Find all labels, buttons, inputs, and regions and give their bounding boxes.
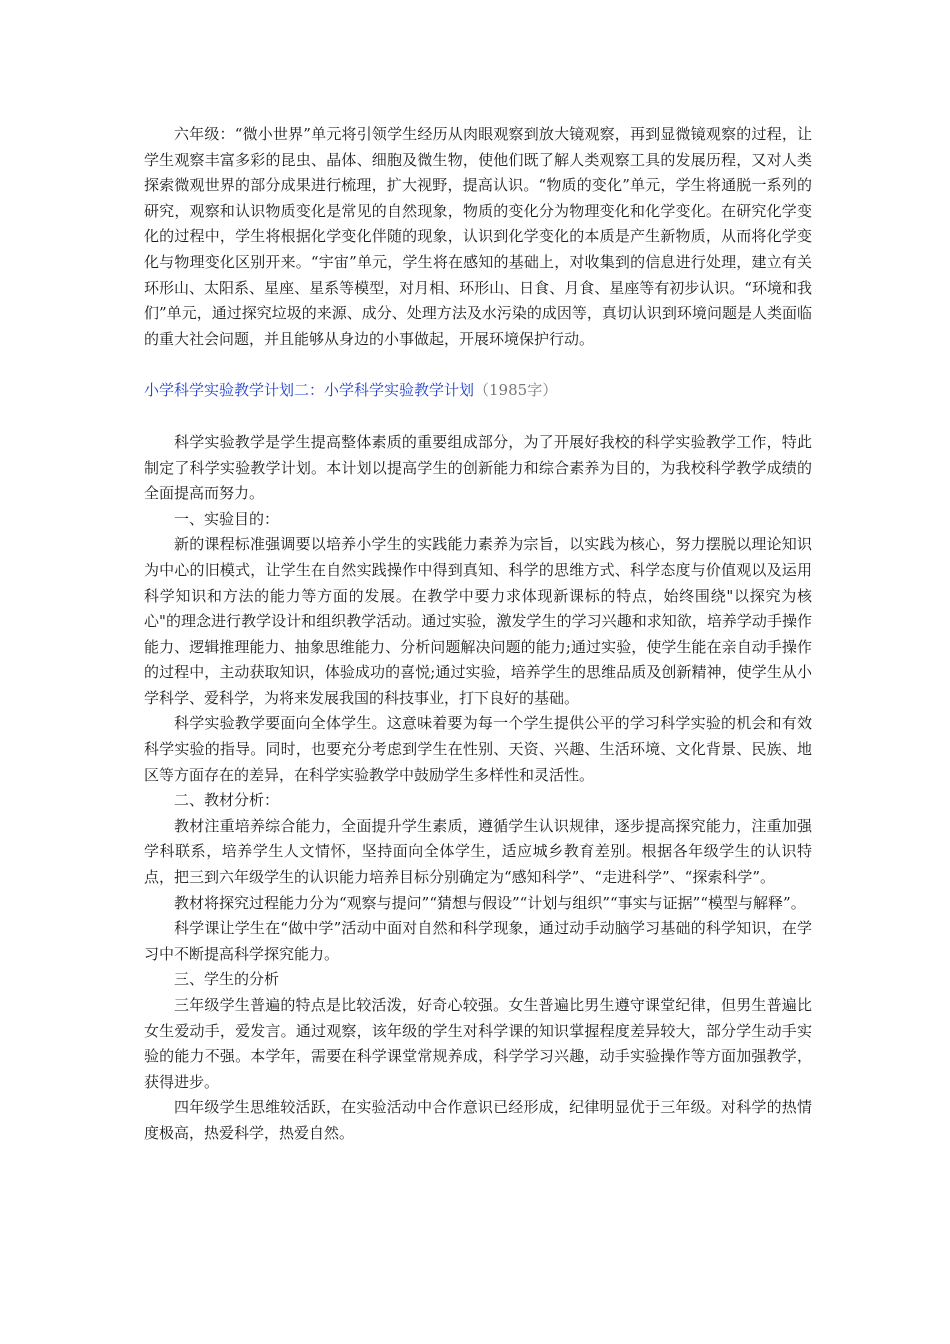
paragraph-intro-plan: 科学实验教学是学生提高整体素质的重要组成部分，为了开展好我校的科学实验教学工作，特此制定了科学实验教学计划。本计划以提高学生的创新能力和综合素养为目的，为我校科学教学成绩的全面提高而努力。 [144,432,812,503]
paragraph-grade-three: 三年级学生普遍的特点是比较活泼，好奇心较强。女生普遍比男生遵守课堂纪律，但男生普遍比女生爱动手，爱发言。通过观察，该年级的学生对科学课的知识掌握程度差异较大，部分学生动手实验的能力不强。本学年，需要在科学课堂常规养成，科学学习兴趣，动手实验操作等方面加强教学，获得进步。 [144,996,812,1091]
paragraph-grade-four: 四年级学生思维较活跃，在实验活动中合作意识已经形成，纪律明显优于三年级。对科学的热情度极高，热爱科学，热爱自然。 [144,1098,812,1142]
section-title-experiment-goal: 一、实验目的： [174,509,280,528]
paragraph-textbook-learning-by-doing: 科学课让学生在“做中学”活动中面对自然和科学现象，通过动手动脑学习基础的科学知识，在学习中不断提高科学探究能力。 [144,919,812,963]
spacer [144,404,812,430]
spacer [144,352,812,378]
section-title-student-analysis: 三、学生的分析 [174,970,280,989]
section-heading[interactable] [144,378,812,404]
section-title-textbook-analysis: 二、教材分析： [174,791,280,810]
intro-paragraph: 六年级：“微小世界”单元将引领学生经历从肉眼观察到放大镜观察，再到显微镜观察的过程，让学生观察丰富多彩的昆虫、晶体、细胞及微生物，使他们既了解人类观察工具的发展历程，又对人类探索微观世界的部分成果进行梳理，扩大视野，提高认识。“物质的变化”单元，学生将通脱一系列的研究，观察和认识物质变化是常见的自然现象，物质的变化分为物理变化和化学变化。在研究化学变化的过程中，学生将根据化学变化伴随的现象，认识到化学变化的本质是产生新物质，从而将化学变化与物理变化区别开来。“宇宙”单元，学生将在感知的基础上，对收集到的信息进行处理，建立有关环形山、太阳系、星座、星系等模型，对月相、环形山、日食、月食、星座等有初步认识。“环境和我们”单元，通过探究垃圾的来源、成分、处理方法及水污染的成因等，真切认识到环境问题是人类面临的重大社会问题，并且能够从身边的小事做起，开展环境保护行动。 [144,125,812,348]
paragraph-textbook-inquiry: 教材将探究过程能力分为“观察与提问”“猜想与假设”“计划与组织”“事实与证据”“模型与解释”。 [174,893,806,912]
document-page [144,122,812,1147]
section-heading-link[interactable]: 小学科学实验教学计划二：小学科学实验教学计划 [144,381,475,400]
section-wordcount: （1985字） [474,381,558,400]
paragraph-textbook-ability: 教材注重培养综合能力，全面提升学生素质，遵循学生认识规律，逐步提高探究能力，注重加强学科联系，培养学生人文情怀，坚持面向全体学生，适应城乡教育差别。根据各年级学生的认识特点，把三到六年级学生的认识能力培养目标分别确定为“感知科学”、“走进科学”、“探索科学”。 [144,816,812,887]
paragraph-goal-curriculum: 新的课程标准强调要以培养小学生的实践能力素养为宗旨，以实践为核心，努力摆脱以理论知识为中心的旧模式，让学生在自然实践操作中得到真知、科学的思维方式、科学态度与价值观以及运用科学知识和方法的能力等方面的发展。在教学中要力求体现新课标的特点，始终围绕"以探究为核心"的理念进行教学设计和组织教学活动。通过实验，激发学生的学习兴趣和求知欲，培养学动手操作能力、逻辑推理能力、抽象思维能力、分析问题解决问题的能力;通过实验，使学生能在亲自动手操作的过程中，主动获取知识，体验成功的喜悦;通过实验，培养学生的思维品质及创新精神，使学生从小学科学、爱科学，为将来发展我国的科技事业，打下良好的基础。 [144,535,812,707]
paragraph-goal-all-students: 科学实验教学要面向全体学生。这意味着要为每一个学生提供公平的学习科学实验的机会和有效科学实验的指导。同时，也要充分考虑到学生在性别、天资、兴趣、生活环境、文化背景、民族、地区等方面存在的差异，在科学实验教学中鼓励学生多样性和灵活性。 [144,714,812,784]
